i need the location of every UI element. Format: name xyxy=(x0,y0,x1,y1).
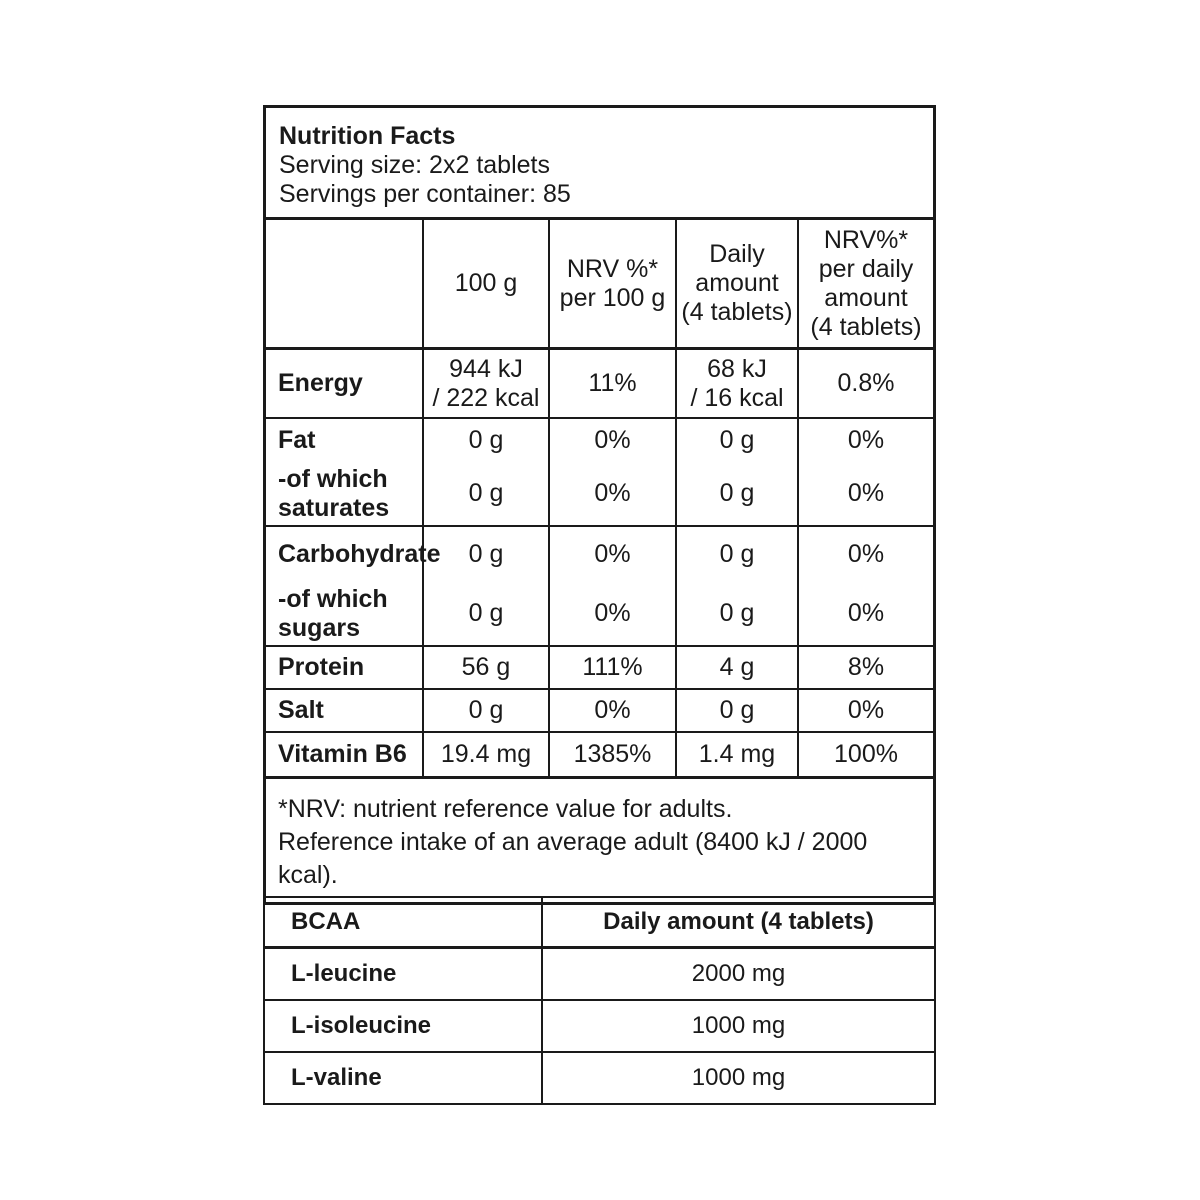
table-row xyxy=(264,1000,935,1052)
cell-value: 0% xyxy=(798,689,933,732)
cell-value: 0 g xyxy=(423,689,549,732)
cell-value: 4 g xyxy=(676,646,798,689)
row-label: Salt xyxy=(266,689,423,732)
bcaa-header-row xyxy=(264,897,935,948)
bcaa-amount: 2000 mg xyxy=(542,948,935,1001)
table-row xyxy=(266,418,933,462)
row-label: Energy xyxy=(266,349,423,419)
table-row xyxy=(266,349,933,419)
cell-value: 0% xyxy=(549,689,676,732)
bcaa-header-name: BCAA xyxy=(264,897,542,948)
column-header: NRV %* per 100 g xyxy=(549,220,676,349)
bcaa-name: L-valine xyxy=(264,1052,542,1104)
cell-value: 0% xyxy=(549,462,676,526)
cell-value: 0 g xyxy=(676,462,798,526)
table-row xyxy=(264,948,935,1001)
nutrition-header xyxy=(266,108,933,220)
cell-value: 0% xyxy=(549,418,676,462)
cell-value: 0 g xyxy=(676,418,798,462)
nutrition-facts-panel xyxy=(263,105,936,905)
bcaa-header-amount: Daily amount (4 tablets) xyxy=(542,897,935,948)
cell-value: 0% xyxy=(798,582,933,646)
cell-value: 0% xyxy=(847,426,885,454)
row-label: -of which saturates xyxy=(266,462,423,526)
cell-value: 0% xyxy=(549,582,676,646)
cell-value: 11% xyxy=(549,349,676,419)
servings-per-container: Servings per container: 85 xyxy=(279,180,571,208)
column-header: Daily amount (4 tablets) xyxy=(676,220,798,349)
table-row xyxy=(266,462,933,526)
serving-size: Serving size: 2x2 tablets xyxy=(279,151,550,179)
row-label: Vitamin B6 xyxy=(266,732,423,778)
nutrition-header-row xyxy=(266,220,933,349)
footnote-line: *NRV: nutrient reference value for adults. xyxy=(278,795,733,823)
row-label: Fat xyxy=(266,418,423,462)
bcaa-name: L-leucine xyxy=(264,948,542,1001)
row-label: Carbohydrate xyxy=(266,526,423,582)
table-row xyxy=(266,689,933,732)
header-empty-cell xyxy=(266,220,423,349)
column-header: 100 g xyxy=(423,220,549,349)
table-row xyxy=(266,582,933,646)
cell-value: 0.8% xyxy=(798,349,933,419)
cell-value: 0 g xyxy=(676,526,798,582)
bcaa-amount: 1000 mg xyxy=(691,1064,786,1091)
cell-value: 0% xyxy=(549,526,676,582)
cell-value: 0 g xyxy=(423,418,549,462)
cell-value: 0 g xyxy=(423,462,549,526)
table-row xyxy=(266,732,933,778)
cell-value: 19.4 mg xyxy=(423,732,549,778)
cell-value: 944 kJ / 222 kcal xyxy=(423,349,549,419)
cell-value: 0% xyxy=(847,540,885,568)
row-label: -of which sugars xyxy=(266,582,423,646)
bcaa-name: L-isoleucine xyxy=(264,1000,542,1052)
footnote-line: Reference intake of an average adult (8400 kJ / 2000 kcal). xyxy=(278,828,868,889)
nutrition-table xyxy=(266,220,933,779)
cell-value: 56 g xyxy=(423,646,549,689)
cell-value: 1.4 mg xyxy=(676,732,798,778)
cell-value: 68 kJ / 16 kcal xyxy=(676,349,798,419)
table-row xyxy=(264,1052,935,1104)
row-label: Protein xyxy=(266,646,423,689)
column-header: NRV%* per daily amount (4 tablets) xyxy=(798,220,933,349)
cell-value: 100% xyxy=(798,732,933,778)
cell-value: 0 g xyxy=(676,689,798,732)
cell-value: 1385% xyxy=(549,732,676,778)
cell-value: 111% xyxy=(549,646,676,689)
nutrition-title: Nutrition Facts xyxy=(279,122,456,150)
cell-value: 0 g xyxy=(423,526,549,582)
table-row xyxy=(266,646,933,689)
cell-value: 0% xyxy=(798,462,933,526)
cell-value: 0 g xyxy=(676,582,798,646)
bcaa-amount: 1000 mg xyxy=(542,1000,935,1052)
cell-value: 0 g xyxy=(423,582,549,646)
nrv-footnote xyxy=(266,779,933,902)
cell-value: 8% xyxy=(798,646,933,689)
bcaa-table xyxy=(263,896,936,1105)
table-row xyxy=(266,526,933,582)
